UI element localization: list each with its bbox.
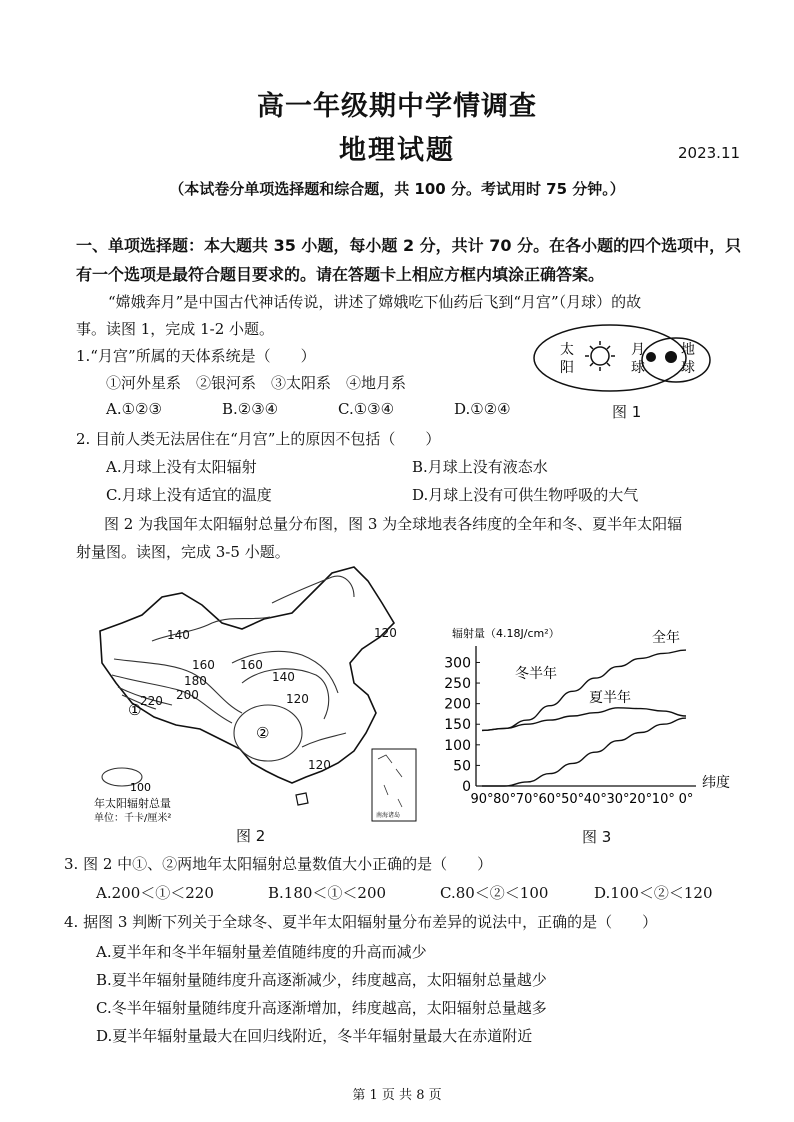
- y-tick-label-150: 150: [444, 717, 471, 734]
- moon-label-1: 月: [631, 342, 645, 358]
- section-heading-line2: 有一个选项是最符合题目要求的。请在答题卡上相应方框内填涂正确答案。: [76, 265, 605, 284]
- marker-2: ②: [256, 724, 270, 742]
- q1-stem: 1.“月宫”所属的天体系统是（ ）: [76, 347, 316, 365]
- south-china-sea-inset: [372, 749, 416, 821]
- sun-label-2: 阳: [560, 360, 574, 376]
- y-tick-label-300: 300: [444, 655, 471, 672]
- figure3-chart: [440, 620, 740, 820]
- exam-note: （本试卷分单项选择题和综合题，共 100 分。考试用时 75 分钟。）: [169, 180, 625, 198]
- y-tick-label-200: 200: [444, 696, 471, 713]
- intro2-line2: 射量图。读图，完成 3-5 小题。: [76, 543, 290, 561]
- x-tick-label-80: 80°: [493, 792, 517, 807]
- sun-icon: [585, 341, 615, 371]
- q2-stem: 2. 目前人类无法居住在“月宫”上的原因不包括（ ）: [76, 430, 441, 448]
- q3-stem: 3. 图 2 中①、②两地年太阳辐射总量数值大小正确的是（ ）: [64, 855, 493, 873]
- y-tick-label-0: 0: [462, 779, 471, 795]
- isoline-label-160-central: 160: [240, 658, 263, 672]
- q1-option-c[interactable]: C.①③④: [338, 400, 395, 418]
- isoline-label-120-northeast: 120: [374, 626, 397, 640]
- q4-option-a[interactable]: A.夏半年和冬半年辐射量差值随纬度的升高而减少: [96, 943, 427, 961]
- chart-ylabel: 辐射量（4.18J/cm²）: [452, 627, 560, 640]
- legend-line1: 年太阳辐射总量: [94, 797, 171, 810]
- exam-subject: 地理试题: [339, 135, 455, 166]
- y-tick-label-50: 50: [453, 758, 471, 775]
- series-line-2: [482, 718, 686, 786]
- earth-label-1: 地: [681, 342, 695, 358]
- q3-option-a[interactable]: A.200＜①＜220: [96, 884, 214, 902]
- series-line-0: [482, 650, 686, 730]
- earth-label-2: 球: [681, 360, 695, 376]
- x-tick-label-70: 70°: [515, 792, 539, 807]
- hainan-island: [296, 793, 308, 805]
- q3-option-d[interactable]: D.100＜②＜120: [594, 884, 713, 902]
- legend-line2: 单位：千卡/厘米²: [94, 813, 172, 824]
- page-footer: 第 1 页 共 8 页: [352, 1088, 442, 1103]
- x-tick-label-0: 0°: [678, 792, 694, 807]
- sun-label-1: 太: [560, 342, 574, 358]
- q4-option-c[interactable]: C.冬半年辐射量随纬度升高逐渐增加，纬度越高，太阳辐射总量越多: [96, 999, 547, 1017]
- intro2-line1: 图 2 为我国年太阳辐射总量分布图，图 3 为全球地表各纬度的全年和冬、夏半年太阳辐: [104, 515, 683, 533]
- series-label-2: 冬半年: [515, 666, 557, 683]
- isoline-label-200: 200: [176, 688, 199, 702]
- intro1-line2: 事。读图 1，完成 1-2 小题。: [76, 320, 275, 338]
- section-heading-line1: 一、单项选择题：本大题共 35 小题，每小题 2 分，共计 70 分。在各小题的四个选项中，只: [76, 236, 742, 255]
- y-tick-label-100: 100: [444, 737, 471, 754]
- q3-option-b[interactable]: B.180＜①＜200: [268, 884, 387, 902]
- figure1-diagram: [530, 322, 730, 402]
- figure2-map: [92, 563, 422, 825]
- series-label-1: 夏半年: [589, 690, 631, 706]
- isoline-label-180: 180: [184, 674, 207, 688]
- x-tick-label-50: 50°: [561, 792, 585, 807]
- china-outline: [100, 567, 394, 783]
- isoline-label-120-central: 120: [286, 692, 309, 706]
- inset-label: 南海诸岛: [376, 812, 401, 819]
- x-tick-label-10: 10°: [651, 792, 675, 807]
- q4-stem: 4. 据图 3 判断下列关于全球冬、夏半年太阳辐射量分布差异的说法中，正确的是（ ）: [64, 913, 658, 931]
- exam-title: 高一年级期中学情调查: [257, 91, 537, 122]
- q1-items: ①河外星系 ②银河系 ③太阳系 ④地月系: [106, 374, 407, 392]
- x-tick-label-20: 20°: [629, 792, 653, 807]
- intro1-line1: “嫦娥奔月”是中国古代神话传说，讲述了嫦娥吃下仙药后飞到“月宫”（月球）的故: [108, 293, 642, 311]
- x-tick-label-60: 60°: [538, 792, 562, 807]
- figure1-caption: 图 1: [612, 403, 642, 421]
- isoline-label-220: 220: [140, 694, 163, 708]
- isolines: [112, 576, 354, 761]
- moon-label-2: 球: [631, 360, 645, 376]
- isoline-label-140-central: 140: [272, 670, 295, 684]
- figure3-caption: 图 3: [582, 828, 612, 846]
- chart-xlabel: 纬度: [702, 775, 730, 791]
- marker-1: ①: [128, 701, 142, 719]
- q4-option-b[interactable]: B.夏半年辐射量随纬度升高逐渐减少，纬度越高，太阳辐射总量越少: [96, 971, 547, 989]
- x-tick-label-90: 90°: [470, 792, 494, 807]
- y-tick-label-250: 250: [444, 676, 471, 693]
- figure2-caption: 图 2: [236, 827, 266, 845]
- isoline-label-160-west: 160: [192, 658, 215, 672]
- exam-date: 2023.11: [678, 144, 741, 162]
- q1-option-b[interactable]: B.②③④: [222, 400, 279, 418]
- moon-dot: [646, 352, 656, 362]
- q1-option-d[interactable]: D.①②④: [454, 400, 511, 418]
- x-tick-label-30: 30°: [606, 792, 630, 807]
- q2-option-d[interactable]: D.月球上没有可供生物呼吸的大气: [412, 486, 639, 504]
- q2-option-b[interactable]: B.月球上没有液态水: [412, 458, 548, 476]
- legend-value: 100: [130, 781, 151, 794]
- q2-option-c[interactable]: C.月球上没有适宜的温度: [106, 486, 272, 504]
- q1-option-a[interactable]: A.①②③: [106, 400, 162, 418]
- earth-dot: [665, 351, 677, 363]
- legend: [94, 768, 171, 824]
- q4-option-d[interactable]: D.夏半年辐射量最大在回归线附近，冬半年辐射量最大在赤道附近: [96, 1027, 533, 1045]
- q3-option-c[interactable]: C.80＜②＜100: [440, 884, 549, 902]
- q2-option-a[interactable]: A.月球上没有太阳辐射: [106, 458, 257, 476]
- isoline-label-140-west: 140: [167, 628, 190, 642]
- isoline-label-120-southeast: 120: [308, 758, 331, 772]
- series-label-0: 全年: [652, 630, 680, 647]
- x-tick-label-40: 40°: [583, 792, 607, 807]
